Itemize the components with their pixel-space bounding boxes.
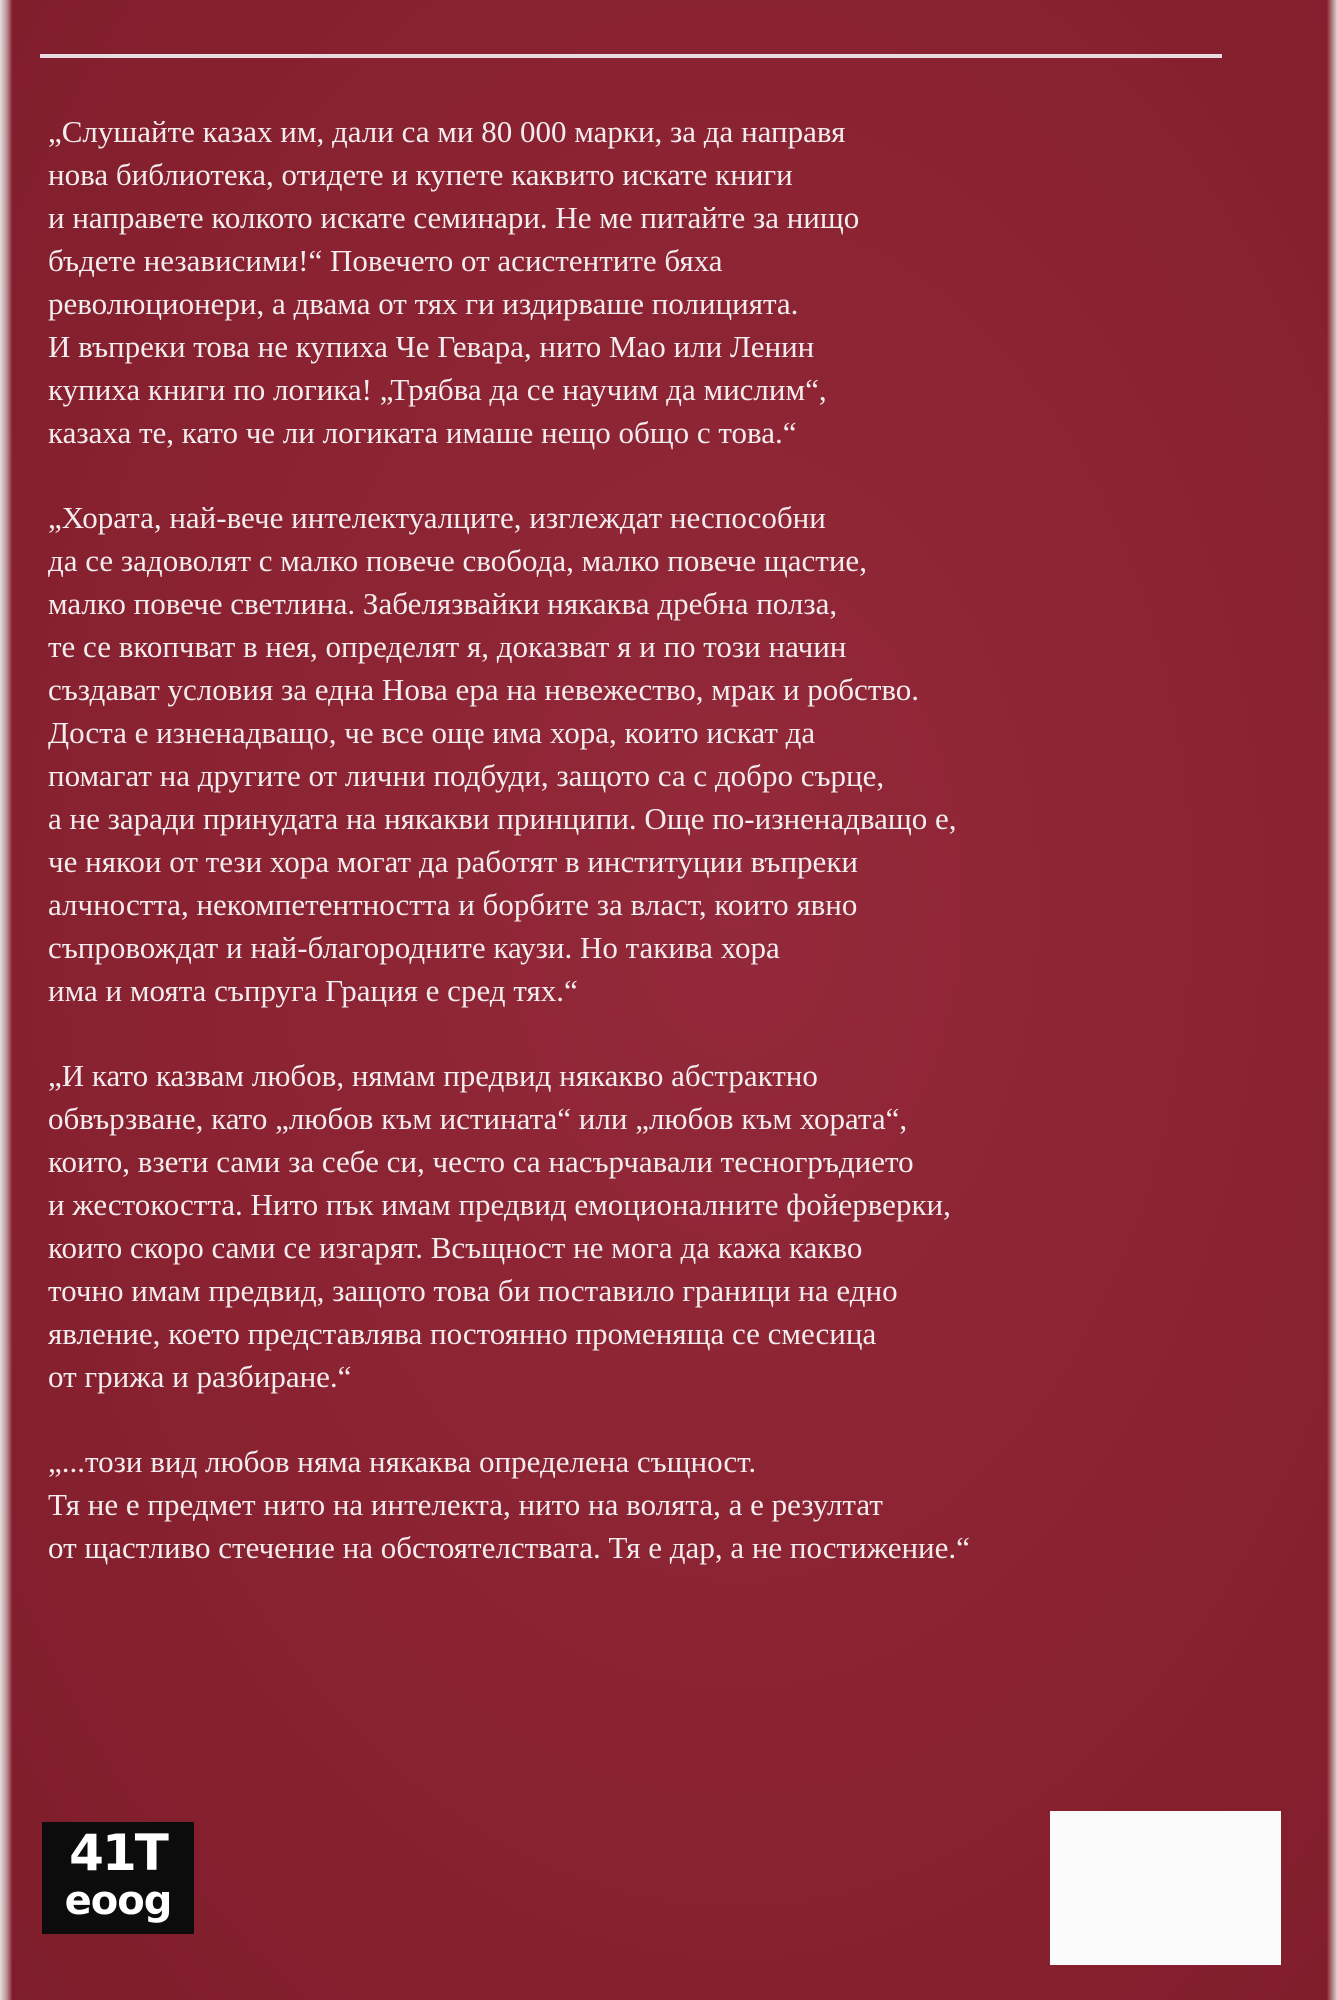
- text-line: от щастливо стечение на обстоятелствата. Тя е дар, а не постижение.“: [48, 1530, 970, 1565]
- text-line: помагат на другите от лични подбуди, защото са с добро сърце,: [48, 758, 885, 793]
- top-rule-divider: [40, 54, 1222, 58]
- cover-left-edge: [0, 0, 12, 2000]
- text-line: „Хората, най-вече интелектуалците, изглеждат неспособни: [48, 500, 826, 535]
- text-line: алчността, некомпетентността и борбите за власт, които явно: [48, 887, 858, 922]
- text-line: „...този вид любов няма някаква определена същност.: [48, 1444, 757, 1479]
- text-line: „Слушайте казах им, дали са ми 80 000 марки, за да направя: [48, 114, 846, 149]
- text-line: да се задоволят с малко повече свобода, малко повече щастие,: [48, 543, 867, 578]
- text-line: от грижа и разбиране.“: [48, 1359, 352, 1394]
- text-line: явление, което представлява постоянно променяща се смесица: [48, 1316, 877, 1351]
- text-line: съпровождат и най-благородните каузи. Но такива хора: [48, 930, 780, 965]
- text-line: купиха книги по логика! „Трябва да се научим да мислим“,: [48, 372, 827, 407]
- text-line: И въпреки това не купиха Че Гевара, нито Мао или Ленин: [48, 329, 815, 364]
- quote-paragraph-2: [48, 496, 1248, 1012]
- barcode-label-box: [1050, 1811, 1281, 1965]
- publisher-logo-top: 41T: [69, 1824, 167, 1882]
- text-line: които, взети сами за себе си, често са насърчавали тесногръдието: [48, 1144, 914, 1179]
- text-line: има и моята съпруга Грация е сред тях.“: [48, 973, 578, 1008]
- text-line: и направете колкото искате семинари. Не ме питайте за нищо: [48, 200, 860, 235]
- publisher-logo-bottom: eoog: [64, 1878, 172, 1924]
- text-line: Доста е изненадващо, че все още има хора, които искат да: [48, 715, 816, 750]
- text-line: а не заради принудата на някакви принципи. Още по-изненадващо е,: [48, 801, 957, 836]
- text-line: казаха те, като че ли логиката имаше нещо общо с това.“: [48, 415, 797, 450]
- publisher-logo: [42, 1822, 194, 1934]
- text-line: те се вкопчват в нея, определят я, доказват я и по този начин: [48, 629, 847, 664]
- quote-paragraph-1: [48, 110, 1248, 454]
- quote-paragraph-4: [48, 1440, 1248, 1569]
- text-line: които скоро сами се изгарят. Всъщност не мога да кажа какво: [48, 1230, 863, 1265]
- text-line: Тя не е предмет нито на интелекта, нито на волята, а е резултат: [48, 1487, 883, 1522]
- text-line: нова библиотека, отидете и купете каквито искате книги: [48, 157, 793, 192]
- cover-right-edge: [1327, 0, 1337, 2000]
- text-line: революционери, а двама от тях ги издирваше полицията.: [48, 286, 799, 321]
- text-line: „И като казвам любов, нямам предвид някакво абстрактно: [48, 1058, 818, 1093]
- text-line: създават условия за една Нова ера на невежество, мрак и робство.: [48, 672, 920, 707]
- text-line: обвързване, като „любов към истината“ или „любов към хората“,: [48, 1101, 908, 1136]
- quote-text-block: [48, 110, 1248, 1611]
- quote-paragraph-3: [48, 1054, 1248, 1398]
- text-line: точно имам предвид, защото това би поставило граници на едно: [48, 1273, 898, 1308]
- text-line: бъдете независими!“ Повечето от асистентите бяха: [48, 243, 723, 278]
- text-line: малко повече светлина. Забелязвайки някаква дребна полза,: [48, 586, 838, 621]
- text-line: и жестокостта. Нито пък имам предвид емоционалните фойерверки,: [48, 1187, 951, 1222]
- text-line: че някои от тези хора могат да работят в институции въпреки: [48, 844, 858, 879]
